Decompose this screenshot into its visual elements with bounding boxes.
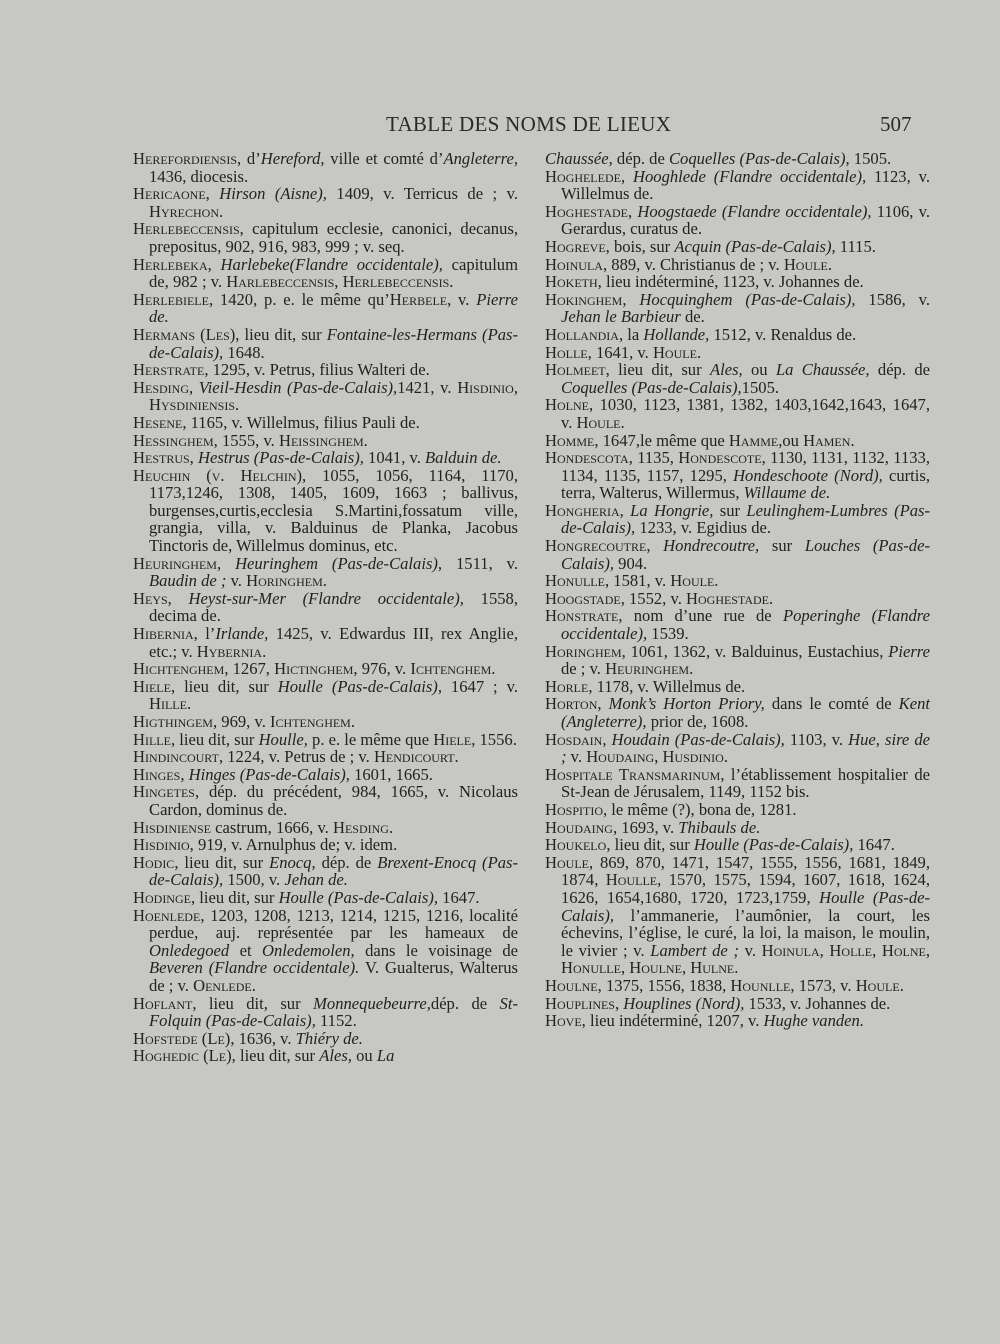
index-entry: Hestrus, Hestrus (Pas-de-Calais), 1041, v. Balduin de. [133, 448, 502, 468]
index-entry: Chaussée, dép. de Coquelles (Pas-de-Calais), 1505. [545, 149, 892, 168]
index-entry: Hondescota, 1135, Hondescote, 1130, 1131, 1132, 1133, 1134, 1135, 1157, 1295, Hondeschoote (Nord), curtis, terra, Walterus, Willermus, Willaume de. [545, 448, 930, 503]
index-entry: Hodinge, lieu dit, sur Houlle (Pas-de-Calais), 1647. [133, 887, 480, 907]
index-entry: Hoinula, 889, v. Christianus de ; v. Houle. [545, 254, 832, 274]
index-entry: Hoenlede, 1203, 1208, 1213, 1214, 1215, 1216, localité perdue, auj. représentée par les hameaux de Onledegoed et Onledemolen, dans le voisinage de Beveren (Flandre occidentale). V. Gualterus, Walterus de ; v. Oenlede. [133, 905, 518, 995]
index-entry: Herlebiele, 1420, p. e. le même qu’Herbele, v. Pierre de. [133, 289, 518, 327]
index-entry: Horinghem, 1061, 1362, v. Balduinus, Eustachius, Pierre de ; v. Heuringhem. [545, 641, 930, 679]
index-entry: Hille, lieu dit, sur Houlle, p. e. le même que Hiele, 1556. [133, 729, 517, 749]
index-entry: Hodic, lieu dit, sur Enocq, dép. de Brexent-Enocq (Pas-de-Calais), 1500, v. Jehan de. [133, 852, 518, 890]
index-entry: Holne, 1030, 1123, 1381, 1382, 1403,1642,1643, 1647, v. Houle. [545, 395, 930, 432]
index-entry: Herlebeka, Harlebeke(Flandre occidentale), capitulum de, 982 ; v. Harlebeccensis, Herlebeccensis. [133, 254, 519, 292]
index-entry: Hoghelede, Hooghlede (Flandre occidentale), 1123, v. Willelmus de. [545, 166, 930, 204]
index-entry: Houkelo, lieu dit, sur Houlle (Pas-de-Calais), 1647. [545, 835, 895, 855]
page-number: 507 [880, 112, 912, 136]
index-entry: Hospitale Transmarinum, l’établissement hospitalier de St-Jean de Jérusalem, 1149, 1152 bis. [545, 764, 930, 802]
index-entry: Horton, Monk’s Horton Priory, dans le comté de Kent (Angleterre), prior de, 1608. [545, 694, 931, 731]
index-entry: Hericaone, Hirson (Aisne), 1409, v. Terricus de ; v. Hyrechon. [133, 184, 519, 221]
index-entry: Hindincourt, 1224, v. Petrus de ; v. Hendicourt. [133, 747, 459, 767]
index-entry: Hollandia, la Hollande, 1512, v. Renaldus de. [545, 324, 857, 344]
index-entry: Hove, lieu indéterminé, 1207, v. Hughe vanden. [545, 1011, 864, 1031]
index-entry: Hoflant, lieu dit, sur Monnequebeurre,dép. de St-Folquin (Pas-de-Calais), 1152. [133, 993, 518, 1031]
index-entry: Hoghedic (Le), lieu dit, sur Ales, ou La [133, 1046, 395, 1066]
index-entry: Hogreve, bois, sur Acquin (Pas-de-Calais), 1115. [545, 236, 876, 256]
index-entry: Heys, Heyst-sur-Mer (Flandre occidentale), 1558, decima de. [133, 588, 518, 626]
right-column [545, 150, 930, 1030]
index-entry: Houlne, 1375, 1556, 1838, Hounlle, 1573, v. Houle. [545, 975, 904, 995]
index-entry: Heuringhem, Heuringhem (Pas-de-Calais), 1511, v. Baudin de ; v. Horinghem. [133, 553, 519, 591]
index-entry: Hingetes, dép. du précédent, 984, 1665, v. Nicolaus Cardon, dominus de. [133, 782, 518, 819]
index-entry: Honulle, 1581, v. Houle. [545, 571, 719, 591]
index-entry: Hosdain, Houdain (Pas-de-Calais), 1103, v. Hue, sire de ; v. Houdaing, Husdinio. [545, 729, 931, 767]
index-entry: Herstrate, 1295, v. Petrus, filius Walteri de. [133, 360, 430, 380]
index-entry: Hongheria, La Hongrie, sur Leulinghem-Lumbres (Pas-de-Calais), 1233, v. Egidius de. [545, 500, 931, 538]
left-column [133, 150, 518, 1065]
index-entry: Hongrecoutre, Hondrecoutre, sur Louches (Pas-de-Calais), 904. [545, 536, 930, 573]
index-entry: Hokinghem, Hocquinghem (Pas-de-Calais), 1586, v. Jehan le Barbieur de. [545, 289, 930, 327]
index-entry: Holmeet, lieu dit, sur Ales, ou La Chaussée, dép. de Coquelles (Pas-de-Calais),1505. [545, 360, 930, 397]
index-entry: Herefordiensis, d’Hereford, ville et comté d’Angleterre, 1436, diocesis. [133, 149, 518, 186]
index-entry: Houdaing, 1693, v. Thibauls de. [545, 817, 761, 837]
index-entry: Hesding, Vieil-Hesdin (Pas-de-Calais),1421, v. Hisdinio, Hysdiniensis. [133, 377, 518, 415]
index-entry: Hoketh, lieu indéterminé, 1123, v. Johannes de. [545, 272, 864, 292]
index-entry: Homme, 1647,le même que Hamme,ou Hamen. [545, 430, 855, 450]
index-entry: Hesene, 1165, v. Willelmus, filius Pauli de. [133, 412, 420, 432]
index-entry: Hibernia, l’Irlande, 1425, v. Edwardus III, rex Anglie, etc.; v. Hybernia. [133, 624, 518, 661]
index-entry: Herlebeccensis, capitulum ecclesie, canonici, decanus, prepositus, 902, 916, 983, 999 ; v. seq. [133, 219, 518, 256]
index-entry: Hisdinio, 919, v. Arnulphus de; v. idem. [133, 835, 398, 855]
page-header [0, 112, 1000, 142]
running-title: TABLE DES NOMS DE LIEUX [386, 112, 672, 136]
index-entry: Houle, 869, 870, 1471, 1547, 1555, 1556, 1681, 1849, 1874, Houlle, 1570, 1575, 1594, 1607, 1618, 1624, 1626, 1654,1680, 1720, 1723,1759, Houlle (Pas-de-Calais), l’ammanerie, l’aumônier, la court, les échevins, l’église, le curé, la loi, la maison, le moulin, le vivier ; v. Lambert de ; v. Hoinula, Holle, Holne, Honulle, Houlne, Hulne. [545, 852, 931, 978]
index-entry: Hessinghem, 1555, v. Heissinghem. [133, 430, 368, 450]
index-entry: Higthingem, 969, v. Ichtenghem. [133, 712, 356, 731]
index-entry: Hinges, Hinges (Pas-de-Calais), 1601, 1665. [133, 764, 433, 784]
index-entry: Honstrate, nom d’une rue de Poperinghe (Flandre occidentale), 1539. [545, 606, 930, 644]
index-entry: Horle, 1178, v. Willelmus de. [545, 676, 746, 696]
index-entry: Hichtenghem, 1267, Hictinghem, 976, v. Ichtenghem. [133, 659, 496, 679]
index-entry: Hofstede (Le), 1636, v. Thiéry de. [133, 1028, 363, 1048]
index-entry: Heuchin (v. Helchin), 1055, 1056, 1164, 1170, 1173,1246, 1308, 1405, 1609, 1663 ; ballivus, burgenses,curtis,ecclesia S.Martini,fossatum ville, grangia, villa, v. Balduinus de Planka, Jacobus Tinctoris de, Willelmus dominus, etc. [133, 465, 518, 556]
index-entry: Hoghestade, Hoogstaede (Flandre occidentale), 1106, v. Gerardus, curatus de. [545, 201, 931, 239]
index-entry: Holle, 1641, v. Houle. [545, 342, 702, 362]
index-entry: Hiele, lieu dit, sur Houlle (Pas-de-Calais), 1647 ; v. Hille. [133, 676, 518, 714]
index-entry: Hoogstade, 1552, v. Hoghestade. [545, 588, 774, 608]
index-entry: Hisdiniense castrum, 1666, v. Hesding. [133, 817, 394, 837]
index-entry: Hospitio, le même (?), bona de, 1281. [545, 799, 797, 819]
index-entry: Houplines, Houplines (Nord), 1533, v. Johannes de. [545, 993, 891, 1013]
index-entry: Hermans (Les), lieu dit, sur Fontaine-les-Hermans (Pas-de-Calais), 1648. [133, 324, 518, 362]
